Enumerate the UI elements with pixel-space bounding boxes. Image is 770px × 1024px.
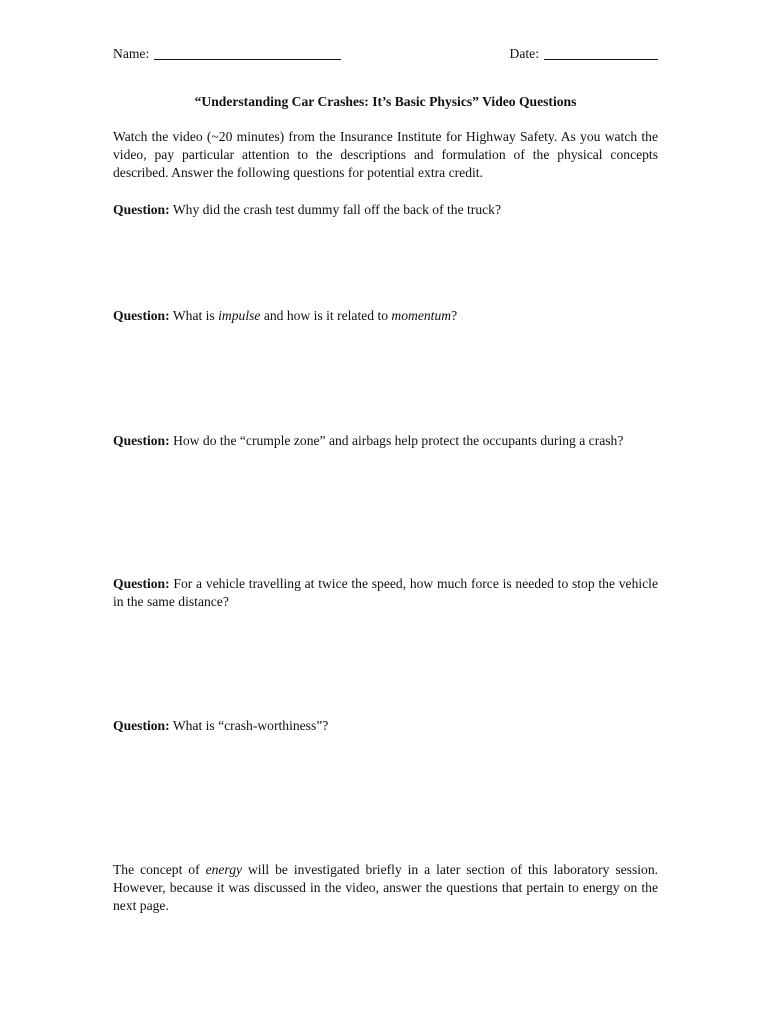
date-label: Date: <box>509 46 539 61</box>
question-2-text <box>173 308 457 323</box>
question-4-text: For a vehicle travelling at twice the speed, how much force is needed to stop the vehicle in the same distance? <box>113 576 658 609</box>
question-label: Question: <box>113 433 170 448</box>
question-5 <box>113 717 658 735</box>
momentum-term: momentum <box>391 308 452 323</box>
header <box>113 45 658 65</box>
impulse-term: impulse <box>218 308 261 323</box>
question-2-part: What is <box>172 308 219 323</box>
question-2-part: ? <box>451 308 458 323</box>
name-blank-line <box>154 45 341 60</box>
document-title: “Understanding Car Crashes: It’s Basic Physics” Video Questions <box>194 94 577 109</box>
question-5-text: What is “crash-worthiness”? <box>172 718 329 733</box>
question-2 <box>113 307 658 325</box>
question-4 <box>113 575 658 611</box>
name-label: Name: <box>113 46 150 61</box>
question-label: Question: <box>113 308 170 323</box>
closing-paragraph <box>113 861 658 915</box>
date-blank-line <box>544 45 658 60</box>
worksheet-page <box>113 0 658 1024</box>
question-1 <box>113 201 658 219</box>
closing-part: will be investigated briefly in a later section of this laboratory session. However, because it was discussed in the video, answer the questions that pertain to energy on the next page. <box>113 862 659 913</box>
question-label: Question: <box>113 202 170 217</box>
date-field <box>510 45 658 63</box>
question-label: Question: <box>113 576 170 591</box>
intro-paragraph: Watch the video (~20 minutes) from the Insurance Institute for Highway Safety. As you watch the video, pay particular attention to the descriptions and formulation of the physical concepts described. Answer the following questions for potential extra credit. <box>113 129 658 180</box>
question-2-part: and how is it related to <box>260 308 392 323</box>
question-3-text: How do the “crumple zone” and airbags help protect the occupants during a crash? <box>173 433 624 448</box>
question-1-text: Why did the crash test dummy fall off the back of the truck? <box>172 202 501 217</box>
closing-part: The concept of <box>113 862 206 877</box>
energy-term: energy <box>205 862 243 877</box>
name-field <box>113 45 341 63</box>
question-3 <box>113 432 658 450</box>
question-label: Question: <box>113 718 170 733</box>
